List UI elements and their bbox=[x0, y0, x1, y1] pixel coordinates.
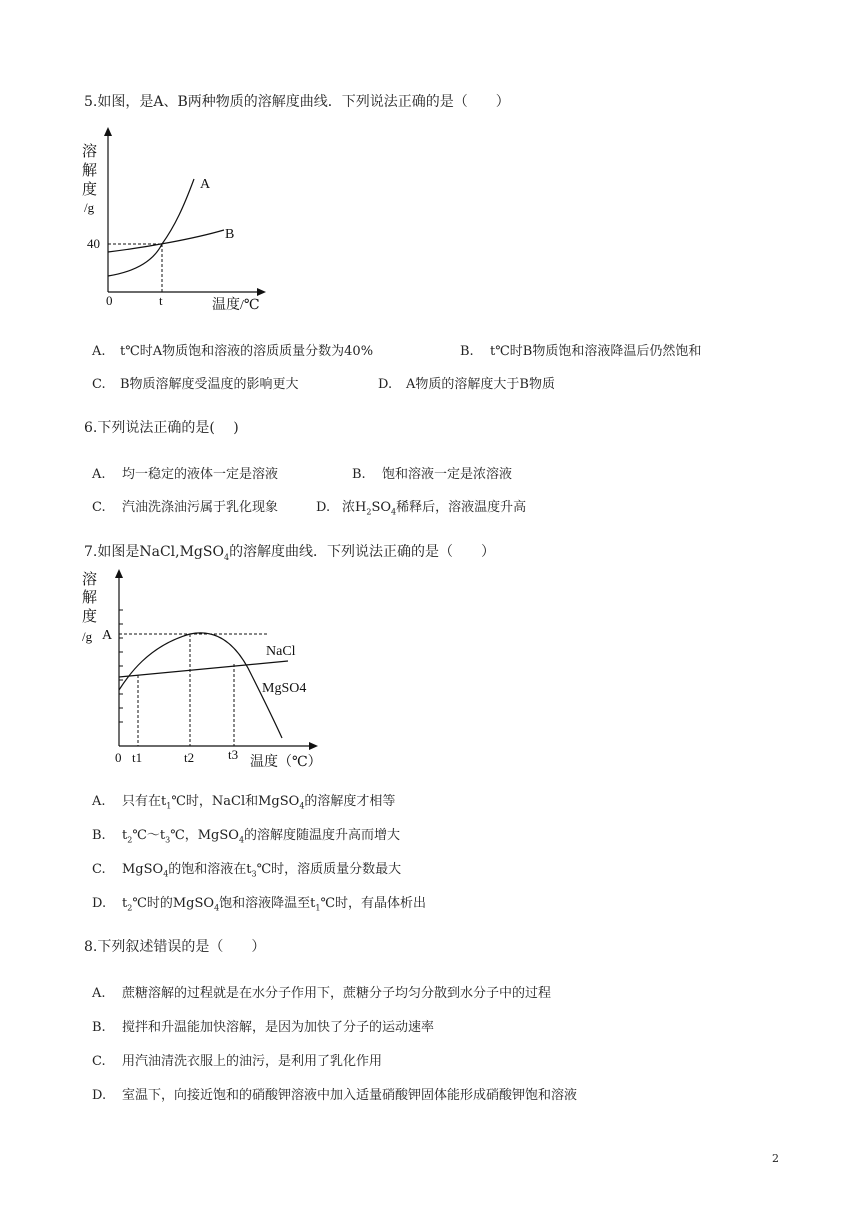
chart-q5-ylabel-char: 解 bbox=[82, 163, 98, 179]
chart-q5-series-b-label: B bbox=[225, 227, 235, 242]
chart-q5-xlabel: 温度/℃ bbox=[212, 298, 260, 313]
option-text-part: ℃时的MgSO bbox=[132, 896, 215, 911]
chart-q7-ylabel-char: 度 bbox=[82, 609, 98, 625]
question-5-option-c bbox=[92, 373, 299, 392]
chart-q7-y-arrow bbox=[115, 569, 123, 578]
chart-q7-ylabel-char: 解 bbox=[82, 590, 98, 606]
chart-q5-series-b-line bbox=[108, 230, 224, 252]
question-8-option-a bbox=[92, 982, 551, 1001]
option-text-part: MgSO bbox=[122, 862, 164, 877]
question-6-option-c bbox=[92, 496, 278, 515]
question-5-option-a bbox=[92, 340, 373, 359]
question-5-option-d bbox=[378, 373, 555, 392]
chart-q5-ytick-label: 40 bbox=[87, 236, 100, 251]
option-text-part: ℃，MgSO bbox=[170, 828, 239, 843]
option-label: A. bbox=[92, 344, 106, 359]
option-text-part: SO bbox=[371, 500, 392, 515]
question-7-option-a bbox=[92, 790, 395, 809]
option-label: C. bbox=[92, 500, 106, 515]
option-label: B. bbox=[352, 467, 366, 482]
chart-q7-xtick-label: t1 bbox=[132, 750, 143, 765]
option-text-part: 的溶解度随温度升高而增大 bbox=[244, 828, 401, 843]
subscript: 4 bbox=[163, 869, 169, 879]
option-text-part: 的饱和溶液在t bbox=[168, 862, 252, 877]
chart-q5 bbox=[78, 124, 278, 324]
subscript: 3 bbox=[251, 869, 257, 879]
option-text-part: 浓H bbox=[342, 500, 367, 515]
option-text-part: ℃时，NaCl和MgSO bbox=[171, 794, 300, 809]
question-8-option-c bbox=[92, 1050, 382, 1069]
question-8-option-d bbox=[92, 1084, 577, 1103]
option-label: A. bbox=[92, 794, 106, 809]
stem-part: 7.如图是NaCl,MgSO bbox=[84, 544, 224, 560]
chart-q7-xtick-label: t2 bbox=[184, 750, 195, 765]
option-label: A. bbox=[92, 986, 106, 1001]
chart-q5-origin-label: 0 bbox=[106, 293, 113, 308]
subscript: 1 bbox=[166, 801, 172, 811]
option-text: 饱和溶液一定是浓溶液 bbox=[382, 467, 513, 482]
question-6-option-a bbox=[92, 463, 278, 482]
chart-q5-ylabel bbox=[82, 143, 97, 215]
question-8-option-b bbox=[92, 1016, 434, 1035]
option-label: A. bbox=[92, 467, 106, 482]
option-text-part: 只有在t bbox=[122, 794, 167, 809]
option-text: t℃时B物质饱和溶液降温后仍然饱和 bbox=[490, 344, 702, 359]
option-text-part: t bbox=[122, 896, 128, 911]
option-text-part: 饱和溶液降温至t bbox=[219, 896, 316, 911]
option-text: B物质溶解度受温度的影响更大 bbox=[120, 377, 299, 392]
option-label: D. bbox=[92, 1088, 107, 1103]
option-text-part: 稀释后，溶液温度升高 bbox=[396, 500, 527, 515]
page-number: 2 bbox=[772, 1152, 779, 1165]
chart-q7-ytick-label: A bbox=[102, 628, 113, 643]
chart-q5-ylabel-char: 溶 bbox=[82, 144, 98, 160]
option-text-part: ℃～t bbox=[132, 828, 166, 843]
option-text-part: 的溶解度才相等 bbox=[304, 794, 396, 809]
option-text-part: t bbox=[122, 828, 128, 843]
question-7-stem bbox=[84, 541, 495, 561]
chart-q5-series-a-label: A bbox=[200, 177, 211, 192]
option-text: A物质的溶解度大于B物质 bbox=[406, 377, 555, 392]
subscript: 4 bbox=[223, 552, 230, 562]
question-6-option-b bbox=[352, 463, 512, 482]
question-6-option-d bbox=[316, 496, 526, 515]
subscript: 4 bbox=[214, 903, 220, 913]
chart-q7-xlabel: 温度（℃） bbox=[250, 755, 322, 770]
chart-q7-series-mgso4-label: MgSO4 bbox=[262, 681, 307, 696]
question-7-option-d bbox=[92, 892, 426, 911]
chart-q7-ylabel bbox=[82, 571, 97, 644]
chart-q5-series-a-line bbox=[108, 179, 194, 276]
option-text: 室温下，向接近饱和的硝酸钾溶液中加入适量硝酸钾固体能形成硝酸钾饱和溶液 bbox=[122, 1088, 578, 1103]
option-label: C. bbox=[92, 862, 106, 877]
subscript: 2 bbox=[366, 507, 372, 517]
chart-q5-x-arrow bbox=[257, 288, 266, 296]
chart-q5-y-arrow bbox=[104, 127, 112, 136]
option-text-part: ℃时，有晶体析出 bbox=[320, 896, 427, 911]
subscript: 4 bbox=[391, 507, 397, 517]
chart-q7-x-arrow bbox=[309, 742, 318, 750]
option-text-part: ℃时，溶质质量分数最大 bbox=[256, 862, 402, 877]
subscript: 4 bbox=[238, 835, 245, 845]
chart-q7-ylabel-char: /g bbox=[82, 629, 93, 644]
subscript: 4 bbox=[299, 801, 305, 811]
option-text: 蔗糖溶解的过程就是在水分子作用下，蔗糖分子均匀分散到水分子中的过程 bbox=[122, 986, 552, 1001]
subscript: 2 bbox=[127, 903, 133, 913]
option-text: t℃时A物质饱和溶液的溶质质量分数为40% bbox=[120, 344, 374, 359]
chart-q7-origin-label: 0 bbox=[115, 750, 122, 765]
option-text: 汽油洗涤油污属于乳化现象 bbox=[122, 500, 279, 515]
stem-part: 的溶解度曲线．下列说法正确的是（ ） bbox=[229, 544, 496, 560]
option-text: 均一稳定的液体一定是溶液 bbox=[122, 467, 279, 482]
subscript: 2 bbox=[127, 835, 133, 845]
chart-q5-xtick-label: t bbox=[159, 293, 163, 308]
option-label: C. bbox=[92, 377, 106, 392]
option-label: B. bbox=[92, 828, 106, 843]
question-5-stem: 5.如图，是A、B两种物质的溶解度曲线．下列说法正确的是（ ） bbox=[84, 94, 510, 110]
question-5-option-b bbox=[460, 340, 701, 359]
option-label: D. bbox=[316, 500, 331, 515]
chart-q7-ylabel-char: 溶 bbox=[82, 572, 98, 588]
chart-q7-series-mgso4-line bbox=[119, 633, 282, 738]
chart-q7-xtick-label: t3 bbox=[228, 747, 239, 762]
subscript: 1 bbox=[315, 903, 321, 913]
chart-q7-series-nacl-line bbox=[119, 661, 288, 677]
subscript: 3 bbox=[165, 835, 171, 845]
question-7-option-c bbox=[92, 858, 401, 877]
chart-q5-ylabel-char: 度 bbox=[82, 182, 98, 198]
option-label: D. bbox=[92, 896, 107, 911]
option-label: B. bbox=[460, 344, 474, 359]
question-7-option-b bbox=[92, 824, 400, 843]
option-label: D. bbox=[378, 377, 393, 392]
question-8-stem: 8.下列叙述错误的是（ ） bbox=[84, 939, 266, 955]
option-text: 搅拌和升温能加快溶解，是因为加快了分子的运动速率 bbox=[122, 1020, 435, 1035]
question-6-stem: 6.下列说法正确的是( ) bbox=[84, 420, 239, 436]
chart-q7-series-nacl-label: NaCl bbox=[266, 644, 296, 659]
chart-q7 bbox=[78, 566, 340, 776]
option-label: B. bbox=[92, 1020, 106, 1035]
chart-q5-ylabel-char: /g bbox=[84, 200, 95, 215]
option-text: 用汽油清洗衣服上的油污，是利用了乳化作用 bbox=[122, 1054, 383, 1069]
option-label: C. bbox=[92, 1054, 106, 1069]
